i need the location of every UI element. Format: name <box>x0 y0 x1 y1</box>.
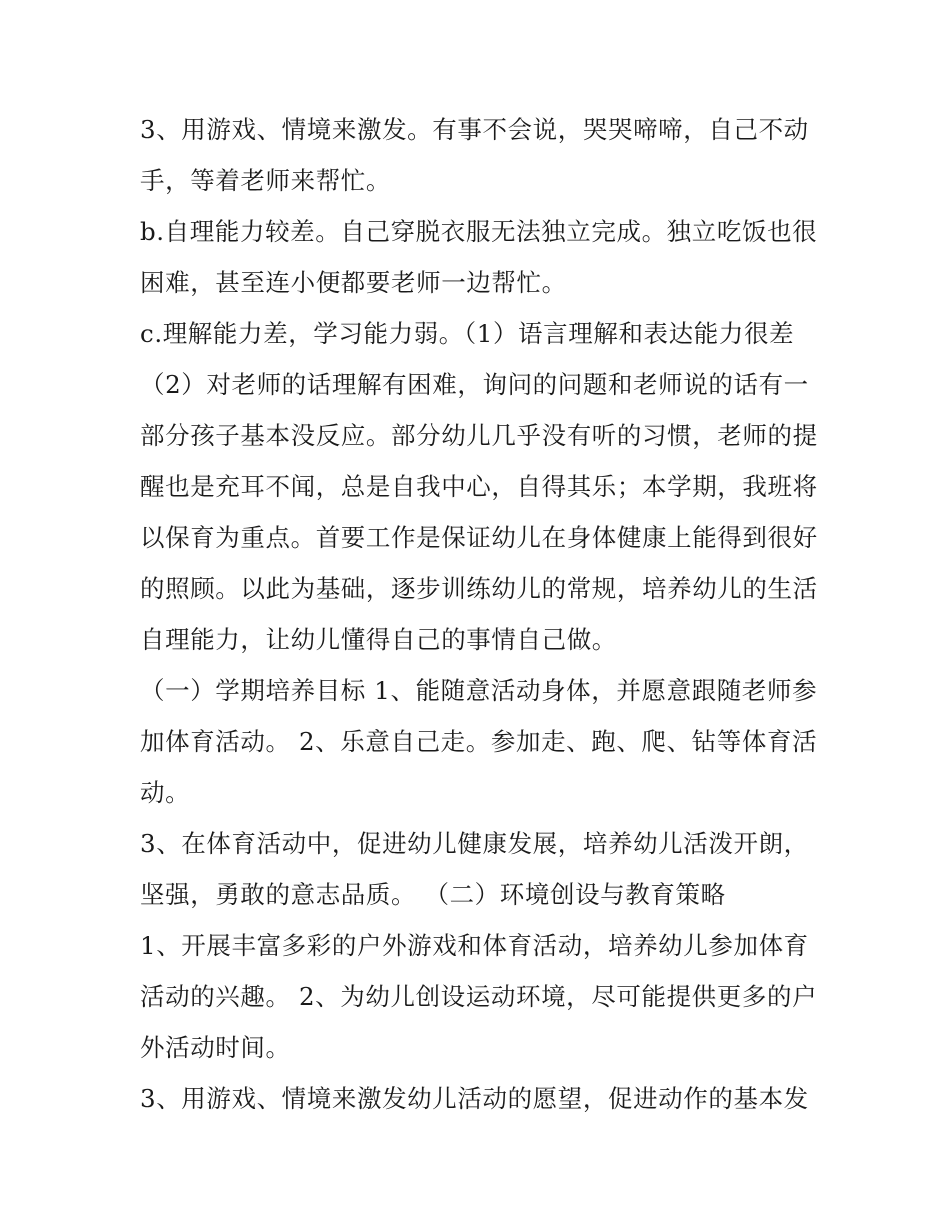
text-line-6: （2）对老师的话理解有困难，询问的问题和老师说的话有一 <box>140 370 809 399</box>
text-line-15: 3、在体育活动中，促进幼儿健康发展，培养幼儿活泼开朗， <box>140 829 809 858</box>
text-line-9: 以保育为重点。首要工作是保证幼儿在身体健康上能得到很好 <box>140 523 818 552</box>
text-line-1: 3、用游戏、情境来激发。有事不会说，哭哭啼啼，自己不动 <box>140 115 809 144</box>
document-body <box>140 104 820 1124</box>
text-line-2: 手，等着老师来帮忙。 <box>140 166 391 195</box>
text-line-10: 的照顾。以此为基础，逐步训练幼儿的常规，培养幼儿的生活 <box>140 574 818 603</box>
text-line-4: 困难，甚至连小便都要老师一边帮忙。 <box>140 268 567 297</box>
text-line-17: 1、开展丰富多彩的户外游戏和体育活动，培养幼儿参加体育 <box>140 931 809 960</box>
text-line-18: 活动的兴趣。 2、为幼儿创设运动环境，尽可能提供更多的户 <box>140 982 818 1011</box>
text-line-13: 加体育活动。 2、乐意自己走。参加走、跑、爬、钻等体育活 <box>140 727 818 756</box>
text-line-7: 部分孩子基本没反应。部分幼儿几乎没有听的习惯，老师的提 <box>140 421 818 450</box>
text-line-12: （一）学期培养目标 1、能随意活动身体，并愿意跟随老师参 <box>140 676 818 705</box>
text-line-5: c.理解能力差，学习能力弱。（1）语言理解和表达能力很差 <box>140 319 795 348</box>
text-line-19: 外活动时间。 <box>140 1033 291 1062</box>
text-line-20: 3、用游戏、情境来激发幼儿活动的愿望，促进动作的基本发 <box>140 1084 809 1113</box>
text-line-14: 动。 <box>140 778 191 807</box>
text-line-3: b.自理能力较差。自己穿脱衣服无法独立完成。独立吃饭也很 <box>140 217 818 246</box>
text-line-11: 自理能力，让幼儿懂得自己的事情自己做。 <box>140 625 617 654</box>
text-line-8: 醒也是充耳不闻，总是自我中心，自得其乐；本学期，我班将 <box>140 472 818 501</box>
text-line-16: 坚强，勇敢的意志品质。 （二）环境创设与教育策略 <box>140 880 726 909</box>
